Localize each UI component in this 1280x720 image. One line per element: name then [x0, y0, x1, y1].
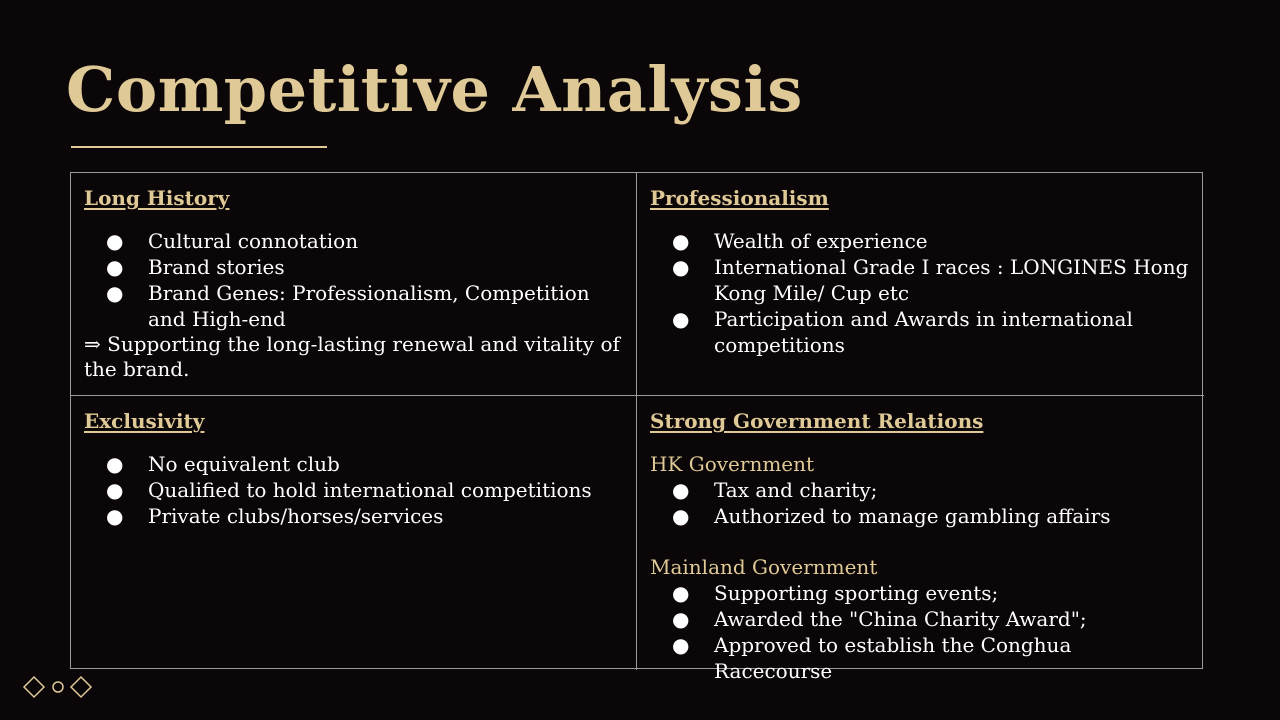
heading-long-history: Long History: [84, 186, 230, 210]
bullet-icon: ●: [672, 607, 690, 631]
heading-exclusivity: Exclusivity: [84, 409, 205, 433]
list-item-text: Cultural connotation: [148, 229, 359, 253]
bullet-icon: ●: [672, 307, 690, 331]
list-item-text: Authorized to manage gambling affairs: [714, 504, 1111, 528]
circle-icon: [53, 682, 63, 692]
list-item: [650, 503, 1192, 529]
list-item: [650, 254, 1192, 306]
cell-professionalism: [637, 173, 1204, 396]
list-item-text: Brand Genes: Professionalism, Competition and High-end: [148, 281, 590, 331]
list-item-text: Awarded the "China Charity Award";: [714, 607, 1087, 631]
decoration-shapes: [22, 676, 94, 698]
list-item: [84, 451, 624, 477]
bullet-icon: ●: [106, 478, 124, 502]
bullet-icon: ●: [106, 255, 124, 279]
subheading-hk-government: HK Government: [650, 452, 815, 476]
list-item: [84, 254, 624, 280]
list-item: [84, 280, 624, 332]
title-underline: [71, 146, 327, 148]
list-item: [84, 477, 624, 503]
list-item: [84, 503, 624, 529]
list-item: [650, 228, 1192, 254]
bullet-icon: ●: [672, 633, 690, 657]
list-mainland-government: [650, 580, 1192, 684]
bullet-icon: ●: [672, 229, 690, 253]
list-item: [650, 306, 1192, 358]
list-item-text: Participation and Awards in international competitions: [714, 307, 1133, 357]
list-exclusivity: [84, 451, 624, 529]
heading-professionalism: Professionalism: [650, 186, 829, 210]
list-item: [650, 477, 1192, 503]
bullet-icon: ●: [672, 255, 690, 279]
list-item: [650, 580, 1192, 606]
list-long-history: [84, 228, 624, 332]
list-item-text: Wealth of experience: [714, 229, 928, 253]
analysis-table: [70, 172, 1203, 683]
list-item: [650, 606, 1192, 632]
list-item: [650, 632, 1192, 684]
page-title: Competitive Analysis: [66, 53, 803, 126]
list-professionalism: [650, 228, 1192, 358]
heading-government-relations: Strong Government Relations: [650, 409, 984, 433]
diamond-icon: [71, 677, 91, 697]
bullet-icon: ●: [106, 504, 124, 528]
list-item-text: Tax and charity;: [714, 478, 878, 502]
list-hk-government: [650, 477, 1192, 529]
list-item-text: International Grade I races : LONGINES Hong Kong Mile/ Cup etc: [714, 255, 1189, 305]
bullet-icon: ●: [672, 581, 690, 605]
spacer: [650, 529, 1192, 554]
list-item-text: Brand stories: [148, 255, 285, 279]
diamond-icon: [24, 677, 44, 697]
bullet-icon: ●: [672, 504, 690, 528]
bullet-icon: ●: [106, 229, 124, 253]
cell-long-history: [71, 173, 637, 396]
list-item-text: Approved to establish the Conghua Racecourse: [714, 633, 1072, 683]
bullet-icon: ●: [106, 281, 124, 305]
list-item-text: Private clubs/horses/services: [148, 504, 444, 528]
list-item-text: Qualified to hold international competitions: [148, 478, 592, 502]
cell-government-relations: [637, 396, 1204, 683]
bullet-icon: ●: [106, 452, 124, 476]
cell-exclusivity: [71, 396, 637, 670]
list-item: [84, 228, 624, 254]
list-item-text: No equivalent club: [148, 452, 340, 476]
conclusion-text: ⇒ Supporting the long-lasting renewal and vitality of the brand.: [84, 332, 620, 381]
bullet-icon: ●: [672, 478, 690, 502]
subheading-mainland-government: Mainland Government: [650, 555, 878, 579]
list-item-text: Supporting sporting events;: [714, 581, 999, 605]
